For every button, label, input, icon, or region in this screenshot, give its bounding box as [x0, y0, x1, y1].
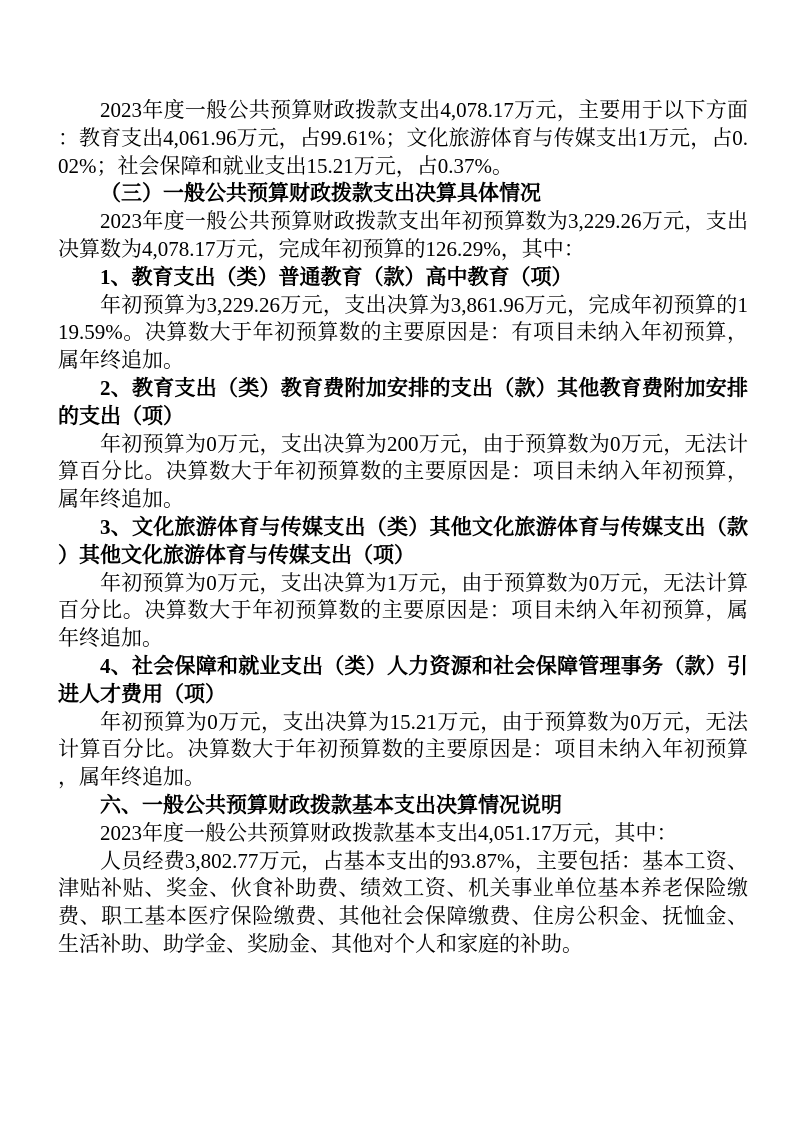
heading-item-4-social-security: 4、社会保障和就业支出（类）人力资源和社会保障管理事务（款）引进人才费用（项） — [58, 653, 748, 706]
paragraph-item-2-detail: 年初预算为0万元，支出决算为200万元，由于预算数为0万元，无法计算百分比。决算数大于年初预算数的主要原因是：项目未纳入年初预算，属年终追加。 — [58, 431, 748, 512]
heading-section-three: （三）一般公共预算财政拨款支出决算具体情况 — [100, 181, 541, 206]
paragraph-item-1-detail: 年初预算为3,229.26万元，支出决算为3,861.96万元，完成年初预算的119.59%。决算数大于年初预算数的主要原因是：有项目未纳入年初预算，属年终追加。 — [58, 292, 748, 373]
paragraph-expenditure-overview: 2023年度一般公共预算财政拨款支出4,078.17万元，主要用于以下方面：教育支出4,061.96万元，占99.61%；文化旅游体育与传媒支出1万元，占0.02%；社会保障和就业支出15.21万元，占0.37%。 — [58, 98, 748, 178]
paragraph-item-4-detail: 年初预算为0万元，支出决算为15.21万元，由于预算数为0万元，无法计算百分比。决算数大于年初预算数的主要原因是：项目未纳入年初预算，属年终追加。 — [58, 709, 748, 790]
paragraph-basic-expenditure: 2023年度一般公共预算财政拨款基本支出4,051.17万元，其中： — [100, 820, 678, 845]
heading-item-1-education: 1、教育支出（类）普通教育（款）高中教育（项） — [100, 264, 573, 289]
document-body — [58, 97, 748, 959]
paragraph-personnel-expenses: 人员经费3,802.77万元，占基本支出的93.87%，主要包括：基本工资、津贴补贴、奖金、伙食补助费、绩效工资、机关事业单位基本养老保险缴费、职工基本医疗保险缴费、其他社会保障缴费、住房公积金、抚恤金、生活补助、助学金、奖励金、其他对个人和家庭的补助。 — [58, 848, 748, 956]
heading-item-2-education-surtax: 2、教育支出（类）教育费附加安排的支出（款）其他教育费附加安排的支出（项） — [58, 375, 748, 428]
heading-section-six: 六、一般公共预算财政拨款基本支出决算情况说明 — [100, 792, 562, 817]
paragraph-item-3-detail: 年初预算为0万元，支出决算为1万元，由于预算数为0万元，无法计算百分比。决算数大于年初预算数的主要原因是：项目未纳入年初预算，属年终追加。 — [58, 570, 748, 651]
paragraph-budget-vs-final: 2023年度一般公共预算财政拨款支出年初预算数为3,229.26万元，支出决算数为4,078.17万元，完成年初预算的126.29%，其中： — [58, 209, 748, 261]
heading-item-3-culture-media: 3、文化旅游体育与传媒支出（类）其他文化旅游体育与传媒支出（款）其他文化旅游体育与传媒支出（项） — [58, 514, 748, 567]
